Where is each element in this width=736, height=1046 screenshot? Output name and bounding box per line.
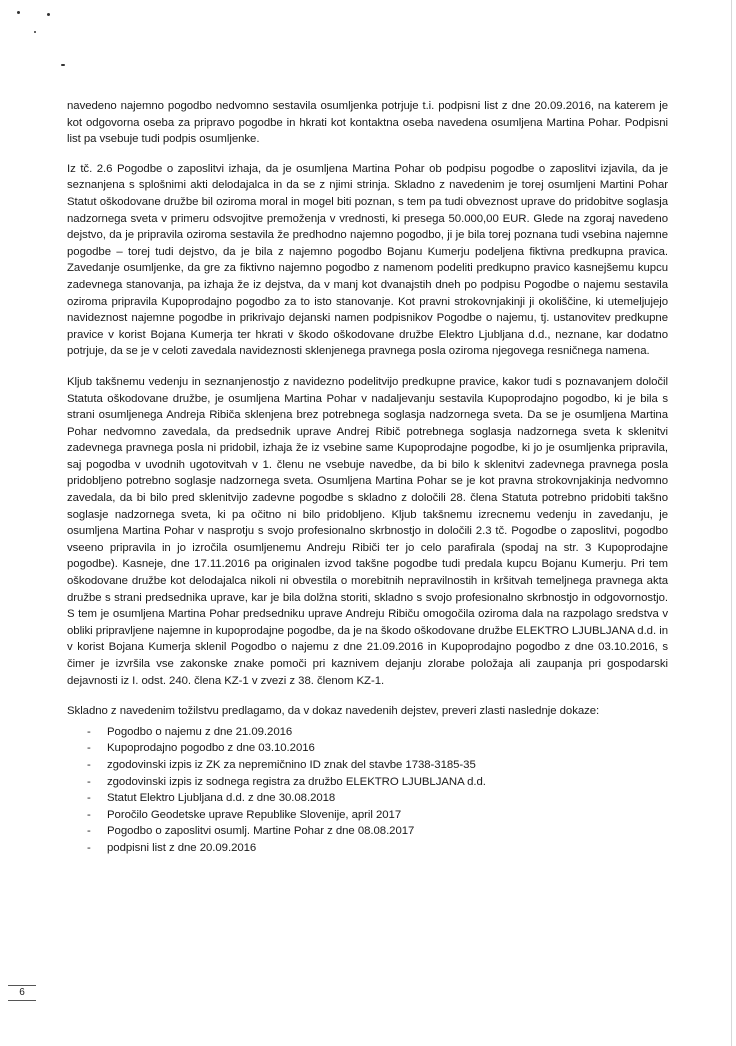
footer-rule <box>8 1000 36 1001</box>
scan-dot-mark <box>34 31 36 33</box>
evidence-list <box>67 724 668 857</box>
list-item: - Statut Elektro Ljubljana d.d. z dne 30.08.2018 <box>87 790 668 807</box>
paragraph-signature-list: navedeno najemno pogodbo nedvomno sestavila osumljenka potrjuje t.i. podpisni list z dne 20.09.2016, na katerem je kot odgovorna oseba za pripravo pogodbe in hkrati kot kontaktna oseba navedena osumljena Martina Pohar. Podpisni list pa vsebuje tudi podpis osumljenke. <box>67 100 668 146</box>
list-item: - Poročilo Geodetske uprave Republike Slovenije, april 2017 <box>87 807 668 824</box>
list-item: - zgodovinski izpis iz ZK za nepremičnino ID znak del stavbe 1738-3185-35 <box>87 757 668 774</box>
list-item: - zgodovinski izpis iz sodnega registra za družbo ELEKTRO LJUBLJANA d.d. <box>87 774 668 791</box>
page-number: 6 <box>19 987 25 998</box>
scan-edge-line <box>731 0 732 1046</box>
document-body <box>67 98 668 857</box>
paragraph-evidence-intro: Skladno z navedenim tožilstvu predlagamo, da v dokaz navedenih dejstev, preveri zlasti naslednje dokaze: <box>67 705 600 718</box>
paragraph-employment-contract: Iz tč. 2.6 Pogodbe o zaposlitvi izhaja, da je osumljena Martina Pohar ob podpisu pogodbe o zaposlitvi izjavila, da je seznanjena s splošnimi akti delodajalca in da se z njimi strinja. Skladno z navedenim je torej osumljeni Martini Pohar Statut oškodovane družbe bil oziroma moral in mogel biti poznan, s tem pa tudi obveznost uprave do pridobitve soglasja nadzornega sveta v primeru odsvojitve premoženja v vrednosti, ki presega 50.000,00 EUR. Glede na zgoraj navedeno dejstvo, da je pripravila oziroma sestavila že predhodno najemno pogodbo, ji je bila torej poznana tudi vsebina najemne pogodbe – torej tudi dejstvo, da je bila z najemno pogodbo Bojanu Kumerju podeljena fiktivna predkupna pravica. Zavedanje osumljenke, da gre za fiktivno najemno pogodbo z namenom podeliti predkupno pravico kasnejšemu kupcu zadevnega stanovanja, pa izhaja že iz dejstva, da v manj kot dvanajstih dneh po podpisu Pogodbe o najemu sestavila oziroma pripravila Kupoprodajno pogodbo za to isto stanovanje. Kot pravni strokovnjakinji ji okoliščine, ki utemeljujejo navideznost najemne pogodbe in prikrivajo dejanski namen podpisnikov Pogodbe o najemu, tj. ustanovitev predkupne pravice v korist Bojana Kumerja ter hkrati v škodo oškodovane družbe Elektro Ljubljana d.d., neznane, kar dodatno potrjuje, da se je v celoti zavedala navideznosti sklenjenega pravnega posla oziroma njegovega resničnega namena. <box>67 162 668 358</box>
list-item: - Pogodbo o najemu z dne 21.09.2016 <box>87 724 668 741</box>
list-item: - Kupoprodajno pogodbo z dne 03.10.2016 <box>87 740 668 757</box>
list-item: - podpisni list z dne 20.09.2016 <box>87 840 668 857</box>
scan-dot-mark <box>61 64 65 66</box>
list-item: - Pogodbo o zaposlitvi osumlj. Martine Pohar z dne 08.08.2017 <box>87 823 668 840</box>
page-footer <box>8 985 36 1001</box>
paragraph-purchase-contract: Kljub takšnemu vedenju in seznanjenostjo z navidezno podelitvijo predkupne pravice, kakor tudi s poznavanjem določil Statuta oškodovane družbe, je osumljena Martina Pohar v nadaljevanju sestavila Kupoprodajno pogodbo, ki je bila s strani osumljenega Andreja Ribiča sklenjena brez potrebnega soglasja nadzornega sveta. Da se je osumljena Martina Pohar nedvomno zavedala, da predsednik uprave Andrej Ribič potrebnega soglasja nadzornega sveta k sklenitvi zadevnega pravnega posla ni pridobil, izhaja že iz vsebine same Kupoprodajne pogodbe, ki jo je osumljenka pripravila, saj pogodba v uvodnih ugotovitvah v 1. členu ne vsebuje navedbe, da bi bilo k sklenitvi zadevnega pravnega posla pridobljeno potrebno soglasje nadzornega sveta. Osumljena Martina Pohar se je kot pravna strokovnjakinja nedvomno zavedala, da bi bilo pred sklenitvijo zadevne pogodbe s skladno z določili 28. člena Statuta potrebno pridobiti takšno soglasje nadzornega sveta, ki pa očitno ni bilo pridobljeno. Kljub takšnemu izrecnemu vedenju in zavedanju, je osumljena Martina Pohar v nasprotju s svojo profesionalno skrbnostjo in določili 2.3 tč. Pogodbe o zaposlitvi, pogodbo vseeno pripravila in jo izročila osumljenemu Andreju Ribiči ter jo celo parafirala (spodaj na str. 3 Kupoprodajne pogodbe). Kasneje, dne 17.11.2016 pa originalen izvod takšne pogodbe tudi predala kupcu Bojanu Kumerju. Pri tem oškodovane družbe kot delodajalca nikoli ni obvestila o morebitnih nepravilnostih in kršitvah temeljnega pravnega akta družbe s strani predsednika uprave, kar je bila dolžna storiti, skladno s svojo profesionalno skrbnostjo in odgovornostjo. S tem je osumljena Martina Pohar predsedniku uprave Andreju Ribiču omogočila oziroma dala na razpolago sredstva v obliki pripravljene najemne in kupoprodajne pogodbe, da je na škodo oškodovane družbe ELEKTRO LJUBLJANA d.d. in v korist Bojana Kumerja sklenil Pogodbo o najemu z dne 21.09.2016 in Kupoprodajno pogodbo z dne 03.10.2016, s čimer je izvršila vse zakonske znake pomoči pri kaznivem dejanju zlorabe položaja ali zaupanja pri gospodarski dejavnosti iz I. odst. 240. člena KZ-1 v zvezi z 38. členom KZ-1. <box>67 375 668 687</box>
scan-dot-mark <box>17 11 20 14</box>
footer-rule <box>8 985 36 986</box>
scan-dot-mark <box>47 13 50 16</box>
